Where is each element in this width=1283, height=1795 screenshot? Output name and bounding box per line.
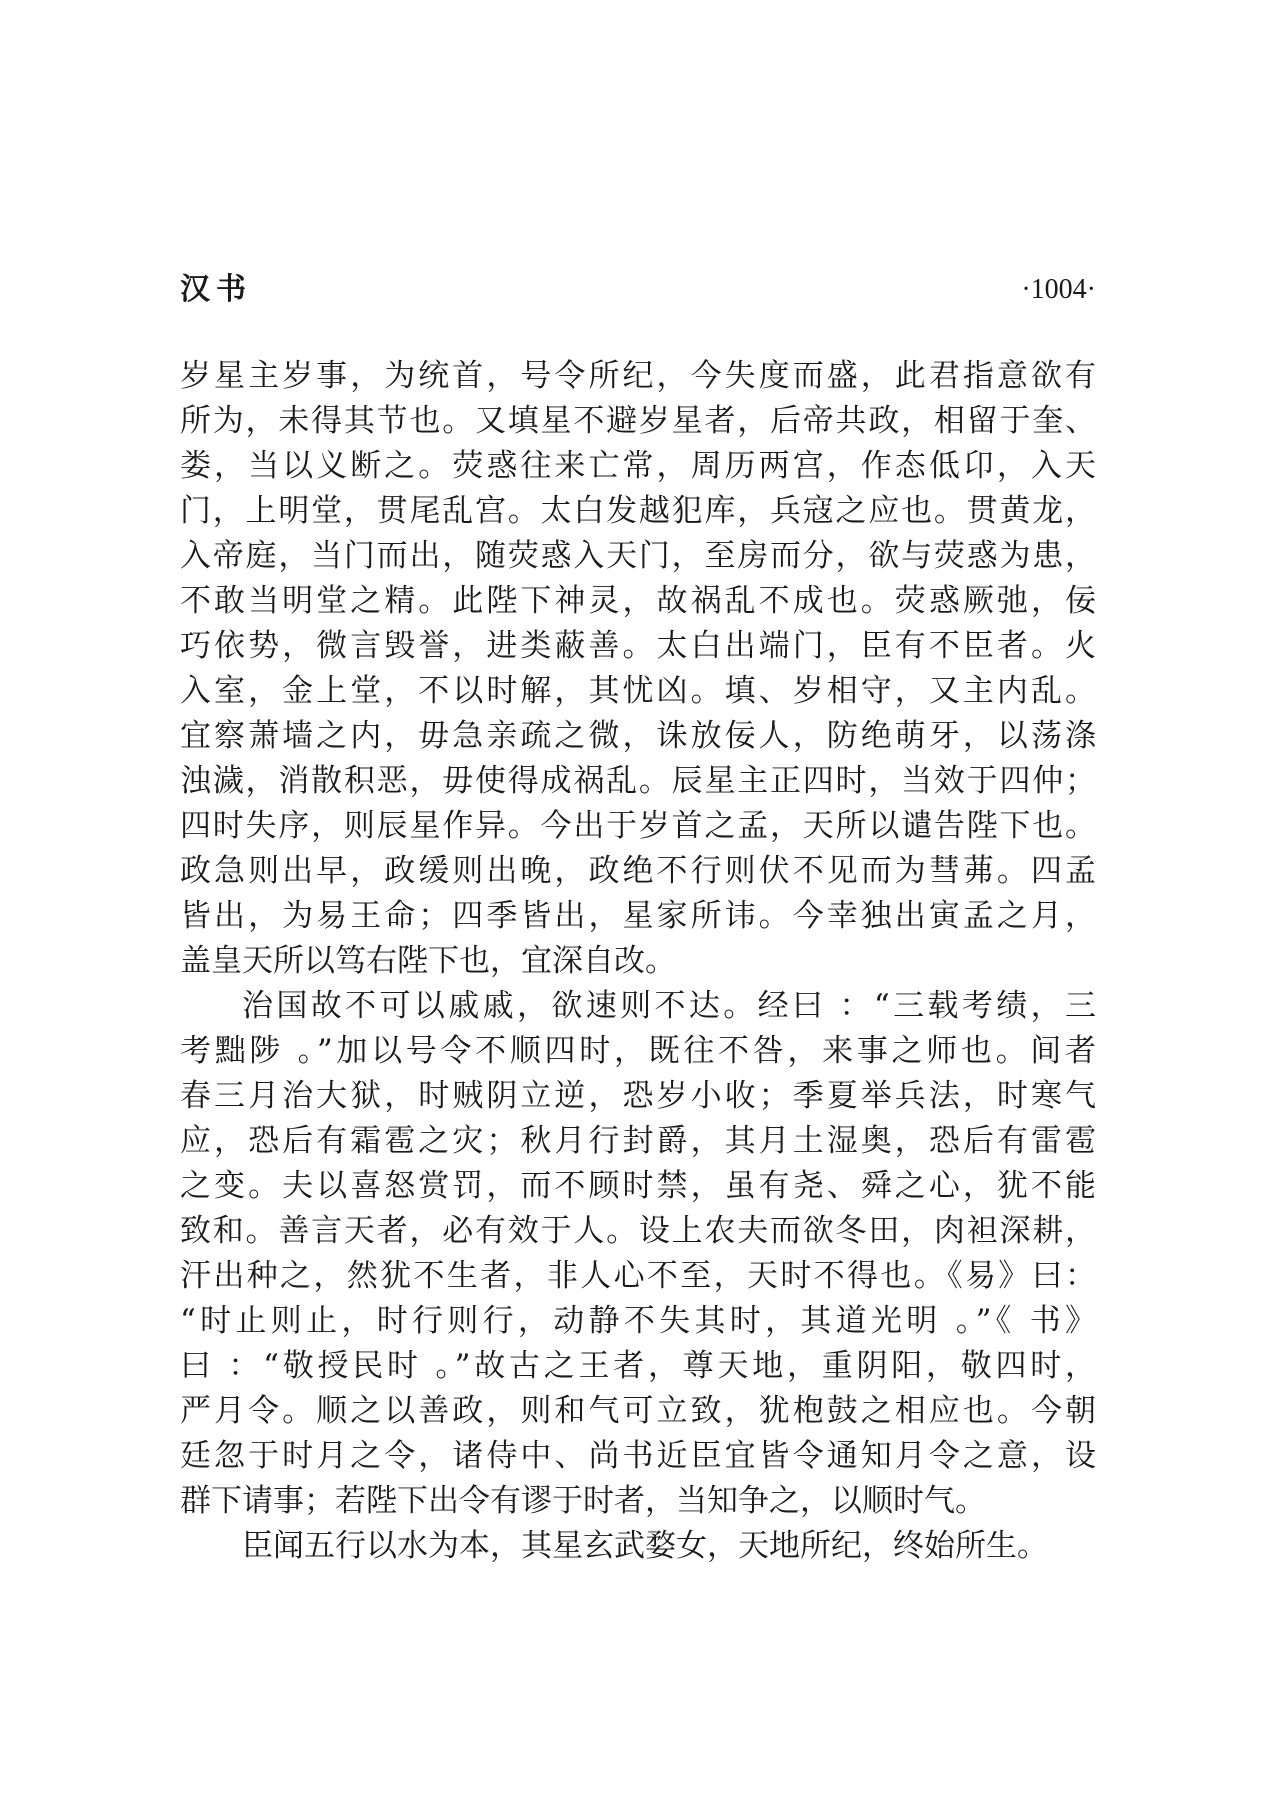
body-text <box>180 354 1096 1569</box>
text-line: 政急则出早，政缓则出晚，政绝不行则伏不见而为彗茀。四孟 <box>180 853 1096 889</box>
page-number: ·1004· <box>1021 274 1096 305</box>
text-line: 曰 ：“敬授民时 。”故古之王者，尊天地，重阴阳，敬四时， <box>180 1348 1096 1384</box>
text-line: 考黜陟 。”加以号令不顺四时，既往不咎，来事之师也。间者 <box>180 1033 1096 1069</box>
text-line: 汗出种之，然犹不生者，非人心不至，天时不得也。《易》曰： <box>180 1258 1096 1294</box>
text-line: 所为，未得其节也。又填星不避岁星者，后帝共政，相留于奎、 <box>180 403 1096 439</box>
text-line: 岁星主岁事，为统首，号令所纪，今失度而盛，此君指意欲有 <box>180 358 1096 394</box>
paragraph-end-line: 盖皇天所以笃右陛下也，宜深自改。 <box>180 943 676 979</box>
paragraph-start-line: 臣闻五行以水为本，其星玄武婺女，天地所纪，终始所生。 <box>242 1528 1048 1564</box>
text-line: 四时失序，则辰星作异。今出于岁首之孟，天所以谴告陛下也。 <box>180 808 1096 844</box>
paragraph-end-line: 群下请事；若陛下出令有谬于时者，当知争之，以顺时气。 <box>180 1483 986 1519</box>
text-line: 春三月治大狱，时贼阴立逆，恐岁小收；季夏举兵法，时寒气 <box>180 1078 1096 1114</box>
text-line: 门，上明堂，贯尾乱宫。太白发越犯库，兵寇之应也。贯黄龙， <box>180 493 1096 529</box>
text-line: 宜察萧墙之内，毋急亲疏之微，诛放佞人，防绝萌牙，以荡涤 <box>180 718 1096 754</box>
text-line: 娄，当以义断之。荧惑往来亡常，周历两宫，作态低卬，入天 <box>180 448 1096 484</box>
text-line: “时止则止，时行则行，动静不失其时，其道光明 。”《 书》 <box>180 1303 1096 1339</box>
text-line: 之变。夫以喜怒赏罚，而不顾时禁，虽有尧、舜之心，犹不能 <box>180 1168 1096 1204</box>
text-line: 应，恐后有霜雹之灾；秋月行封爵，其月土湿奥，恐后有雷雹 <box>180 1123 1096 1159</box>
text-line: 巧依势，微言毁誉，进类蔽善。太白出端门，臣有不臣者。火 <box>180 628 1096 664</box>
text-line: 严月令。顺之以善政，则和气可立致，犹枹鼓之相应也。今朝 <box>180 1393 1096 1429</box>
text-line: 入帝庭，当门而出，随荧惑入天门，至房而分，欲与荧惑为患， <box>180 538 1096 574</box>
paragraph-start-line: 治国故不可以戚戚，欲速则不达。经曰 ：“三载考绩，三 <box>242 988 1096 1024</box>
text-line: 浊濊，消散积恶，毋使得成祸乱。辰星主正四时，当效于四仲； <box>180 763 1096 799</box>
text-line: 皆出，为易王命；四季皆出，星家所讳。今幸独出寅孟之月， <box>180 898 1096 934</box>
text-line: 不敢当明堂之精。此陛下神灵，故祸乱不成也。荧惑厥弛，佞 <box>180 583 1096 619</box>
text-line: 入室，金上堂，不以时解，其忧凶。填、岁相守，又主内乱。 <box>180 673 1096 709</box>
page-header <box>180 268 1096 312</box>
text-line: 致和。善言天者，必有效于人。设上农夫而欲冬田，肉袒深耕， <box>180 1213 1096 1249</box>
book-title: 汉书 <box>180 272 252 307</box>
text-line: 廷忽于时月之令，诸侍中、尚书近臣宜皆令通知月令之意，设 <box>180 1438 1096 1474</box>
